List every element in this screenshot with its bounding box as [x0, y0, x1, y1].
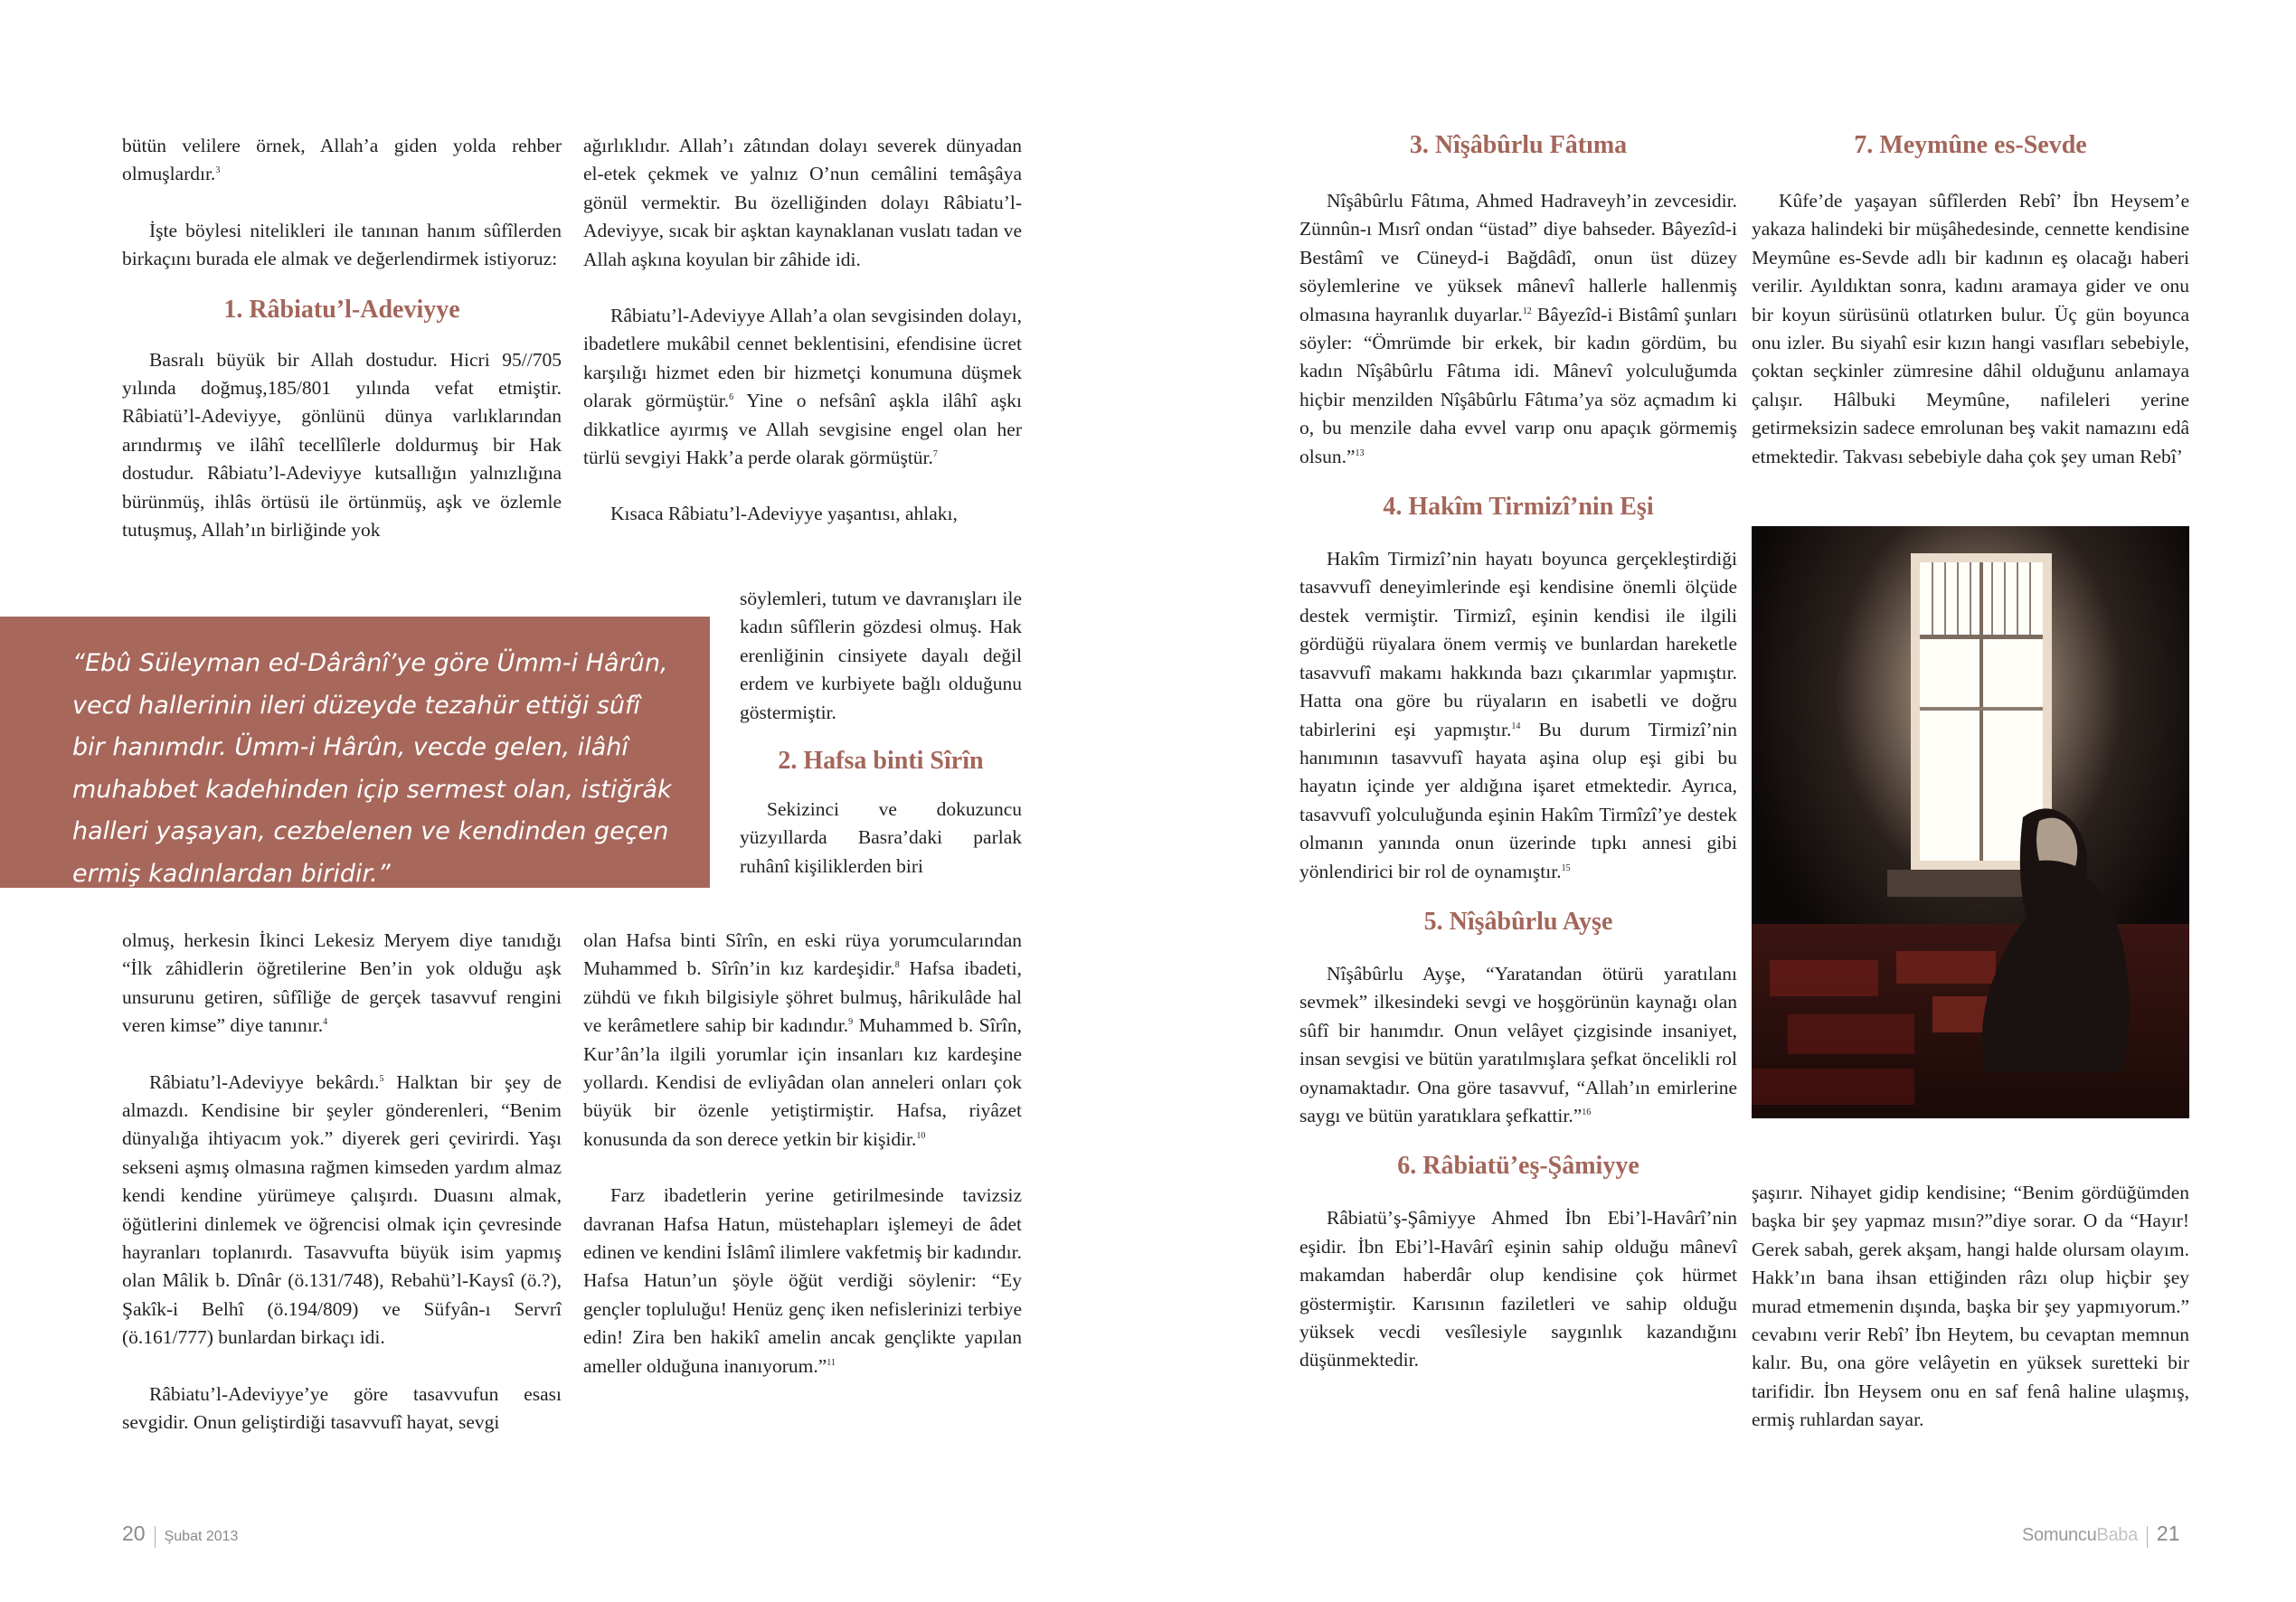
left-col1-lower [122, 927, 562, 1437]
page-number: 21 [2156, 1522, 2180, 1545]
pull-quote [0, 617, 710, 888]
left-col2-wrap [740, 585, 1022, 881]
paragraph: Farz ibadetlerin yerine getirilmesinde tavizsiz davranan Hafsa Hatun, müstehapları işlemeyi de âdet edinen ve kendini İslâmî ilimlere vakfetmiş bir kadındır. Hafsa Hatun’un şöyle öğüt verdiği söylenir: “Ey gençler topluluğu! Henüz genç iken nefislerinizi terbiye edin! Zira ben hakikî amelin ancak gençlikte yapılan ameller olduğuna inanıyorum.”$^{11}$ [583, 1184, 1022, 1377]
paragraph: Râbiatu’l-Adeviyye bekârdı.$^5$ Halktan bir şey de almazdı. Kendisine bir şeyler gönderenleri, “Benim dünyalığa ihtiyacım yok.” diyerek geri çevirirdi. Yaşı sekseni aşmış olmasına rağmen kimseden yardım almaz kendi kendine yürümeye çalışırdı. Duasını almak, öğütlerini dinlemek ve öğrencisi olmak için çevresinde hayranları toplanırdı. Tasavvufta büyük isim yapmış olan Mâlik b. Dînâr (ö.131/748), Rebahü’l-Kaysî (ö.?), Şakîk-i Belhî (ö.194/809) ve Süfyân-ı Servrî (ö.161/777) bunlardan birkaçı idi. [122, 1070, 562, 1349]
paragraph: Kısaca Râbiatu’l-Adeviyye yaşantısı, ahlakı, [610, 503, 958, 525]
right-folio [2022, 1522, 2180, 1548]
paragraph: ağırlıklıdır. Allah’ı zâtından dolayı severek dünyadan el-etek çekmek ve yalnız O’nun cemâlini temâşâya gönül vermektir. Bu özelliğinden dolayı Râbiatu’l-Adeviyye, sıcak bir aşktan kaynaklanan vuslatı tadan ve Allah aşkına koyulan bir zâhide idi. [583, 135, 1022, 270]
paragraph: Râbiatu’l-Adeviyye’ye göre tasavvufun esası sevgidir. Onun geliştirdiği tasavvufî hayat, sevgi [122, 1382, 562, 1434]
left-col2-upper [583, 132, 1022, 529]
section-heading-7: 7. Meymûne es-Sevde [1854, 131, 2087, 159]
paragraph: söylemleri, tutum ve davranışları ile kadın sûfîlerin gözdesi olmuş. Hak erenliğinin cinsiyete dayalı değil erdem ve kurbiyete bağlı olduğunu göstermiştir. [740, 588, 1022, 723]
right-col3 [1299, 129, 1737, 1375]
paragraph: Sekizinci ve dokuzuncu yüzyıllarda Basra’daki parlak ruhânî kişiliklerden biri [740, 798, 1022, 877]
section-heading-5: 5. Nîşâbûrlu Ayşe [1423, 907, 1613, 936]
section-heading-2: 2. Hafsa binti Sîrîn [778, 747, 984, 776]
page-number: 20 [122, 1522, 146, 1545]
paragraph: Basralı büyük bir Allah dostudur. Hicri 95//705 yılında doğmuş,185/801 yılında vefat etmiştir. Râbiatü’l-Adeviyye, gönlünü dünya varlıklarından arındırmış ve ilâhî tecellîlerle doldurmuş bir Hak dostudur. Râbiatu’l-Adeviyye kutsallığın yalnızlığına bürünmüş, ihlâs örtüsü ile örtünmüş, aşk ve özlemle tutuşmuş, Allah’ın birliğinde yok [122, 348, 562, 542]
left-folio [122, 1522, 238, 1548]
left-col2-lower [583, 927, 1022, 1381]
paragraph: İşte böylesi nitelikleri ile tanınan hanım sûfîlerden birkaçını burada ele almak ve değerlendirmek istiyoruz: [122, 219, 562, 270]
section-heading-4: 4. Hakîm Tirmizî’nin Eşi [1383, 493, 1654, 522]
pull-quote-text: “Ebû Süleyman ed-Dârânî’ye göre Ümm-i Hârûn, vecd hallerinin ileri düzeyde tezahür ettiği sûfî bir hanımdır. Ümm-i Hârûn, vecde gelen, ilâhî muhabbet kadehinden içip sermest olan, istiğrâk halleri yaşayan, cezbelenen ve kendinden geçen ermiş kadınlardan biridir.” [72, 649, 672, 888]
paragraph: Râbiatu’l-Adeviyye Allah’a olan sevgisinden dolayı, ibadetlere mukâbil cennet beklentisini, efendisine ücret karşılığı hizmet eden bir hizmetçi konumuna düşmek olarak görmüştür.$^6$ Yine o nefsânî aşkla ilâhî aşkı dikkatlice ayırmış ve Allah sevgisine engel olan her türlü sevgiyi Hakk’a perde olarak görmüştür.$^7$ [583, 305, 1022, 469]
woman-praying-in-mosque-photo [1752, 526, 2189, 1118]
brand-logo: SomuncuBaba [2022, 1525, 2138, 1545]
paragraph: Nîşâbûrlu Ayşe, “Yaratandan ötürü yaratılanı sevmek” ilkesindeki sevgi ve hoşgörünün kaynağı olan sûfî bir hanımdır. Onun velâyet çizgisinde insaniyet, insan sevgisi ve bütün yaratılmışlara şefkat öncelikli rol oynamaktadır. Ona göre tasavvuf, “Allah’ın emirlerine saygı ve bütün yaratıklara şefkattir.”$^{16}$ [1299, 962, 1737, 1126]
paragraph: bütün velilere örnek, Allah’a giden yolda rehber olmuşlardır.$^3$ [122, 135, 562, 185]
paragraph: şaşırır. Nihayet gidip kendisine; “Benim gördüğümden başka bir şey yapmaz mısın?”diye sorar. O da “Hayır! Gerek sabah, gerek akşam, hangi halde olursam olayım. Hakk’ın bana ihsan ettiğinden râzı olup hiçbir şey murad etmemenin dışında, başka bir şey yapmıyorum.” cevabını verir Rebî’ İbn Heytem, bu cevaptan memnun kalır. Bu, ona göre velâyetin en yüksek suretteki bir tarifidir. İbn Heysem onu en saf fenâ haline ulaşmış, ermiş ruhlardan sayar. [1752, 1182, 2189, 1431]
right-col4-upper [1752, 129, 2189, 471]
paragraph: olan Hafsa binti Sîrîn, en eski rüya yorumcularından Muhammed b. Sîrîn’in kız kardeşidir.$^8$ Hafsa ibadeti, zühdü ve fıkıh bilgisiyle şöhret bulmuş, hârikulâde hal ve kerâmetlere sahip bir kadındır.$^9$ Muhammed b. Sîrîn, Kur’ân’la ilgili yorumlar için insanları kız kardeşine yollardı. Kendisi de evliyâdan olan anneleri onları çok büyük bir özenle yetiştirmiştir. Hafsa, riyâzet konusunda da son derece yetkin bir kişidir.$^{10}$ [583, 929, 1022, 1150]
section-heading-3: 3. Nîşâbûrlu Fâtıma [1409, 131, 1628, 159]
paragraph: Râbiatü’ş-Şâmiyye Ahmed İbn Ebi’l-Havârî’nin eşidir. İbn Ebi’l-Havârî eşinin sahip olduğu mânevî makamdan haberdâr olup kendisine çok hürmet göstermiştir. Karısının faziletleri ve sahip olduğu yüksek vecdi vesîlesiyle saygınlık kazandığını düşünmektedir. [1299, 1207, 1737, 1371]
paragraph: olmuş, herkesin İkinci Lekesiz Meryem diye tanıdığı “İlk zâhidlerin öğretilerine Ben’in yok olduğu aşk unsurunu getiren, sûfîliğe de gerçek tasavvuf rengini veren kimse” diye tanınır.$^4$ [122, 929, 562, 1037]
paragraph: Nîşâbûrlu Fâtıma, Ahmed Hadraveyh’in zevcesidir. Zünnûn-ı Mısrî ondan “üstad” diye bahseder. Bâyezîd-i Bestâmî ve Cüneyd-i Bağdâdî, onun üst düzey söylemlerine ve yüksek mânevî hallerle hallenmiş olmasına hayranlık duyarlar.$^{12}$ Bâyezîd-i Bistâmî şunları söyler: “Ömrümde bir erkek, bir kadın gördüm, bu kadın Nîşâbûrlu Fâtıma idi. Mânevî yolculuğumda hiçbir menzilden Nîşâbûrlu Fâtıma’ya söz açmadım ki o, bu menzile daha evvel varıp onu apaçık görmemiş olsun.”$^{13}$ [1299, 190, 1737, 467]
right-col4-lower [1752, 1179, 2189, 1435]
section-heading-6: 6. Râbiatü’eş-Şâmiyye [1397, 1152, 1639, 1181]
paragraph: Kûfe’de yaşayan sûfîlerden Rebî’ İbn Heysem’e yakaza halindeki bir müşâhedesinde, cennette kendisine Meymûne es-Sevde adlı bir kadının eş olacağı haberi verilir. Ayıldıktan sonra, kadını aramaya gider ve onu bir koyun sürüsünü otlatırken bulur. Üç gün boyunca onu izler. Bu siyahî esir kızın hangi vasıfları sebebiyle, çoktan seçkinler zümresine dâhil olduğunu anlamaya çalışır. Hâlbuki Meymûne, nafileleri yerine getirmeksizin sadece emrolunan beş vakit namazını edâ etmektedir. Takvası sebebiyle daha çok şey uman Rebî’ [1752, 190, 2189, 467]
issue-date: Şubat 2013 [164, 1529, 239, 1544]
left-col1-upper [122, 132, 562, 544]
paragraph: Hakîm Tirmizî’nin hayatı boyunca gerçekleştirdiği tasavvufî deneyimlerinde eşi kendisine önemli ölçüde destek vermiştir. Tirmizî, eşinin kendisi ile ilgili gördüğü rüyalara önem vermiş ve bunlardan hareketle tasavvufî makamı hakkında bazı çıkarımlar yapmıştır. Hatta ona göre bu rüyaların en isabetli ve doğru tabirlerini eşi yapmıştır.$^{14}$ Bu durum Tirmizî’nin hanımının tasavvufî hayata aşina olup eşi gibi bu hayatın içinde yer aldığına işaret etmektedir. Ayrıca, tasavvufî yolculuğunda eşinin Hakîm Tirmîzî’ye destek olmanın yanında onun üzerinde tıpkı annesi gibi yönlendirici bir rol de oynamıştır.$^{15}$ [1299, 548, 1737, 882]
section-heading-1: 1. Râbiatu’l-Adeviyye [223, 295, 460, 324]
